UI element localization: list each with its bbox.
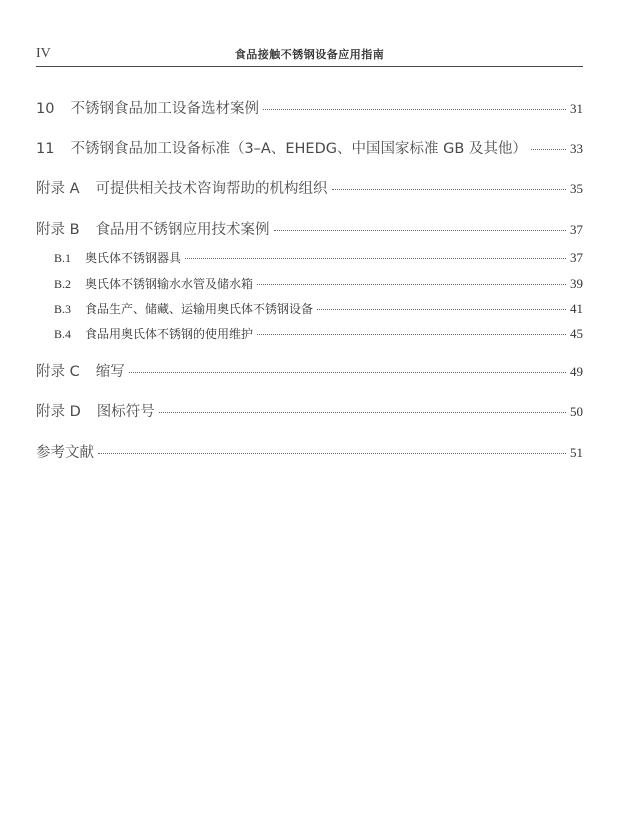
- dot-leader: [263, 109, 566, 110]
- toc-entry-page: 37: [570, 250, 583, 265]
- toc-entry-10[interactable]: [36, 97, 583, 117]
- page-header: [36, 40, 583, 67]
- toc-entry-label: [36, 400, 155, 421]
- toc-entry-appendix-b[interactable]: [36, 218, 583, 238]
- toc-entry-page: 50: [570, 404, 583, 419]
- toc-entry-number: 附录 A: [36, 181, 80, 197]
- toc-entry-label: [36, 360, 125, 381]
- toc-entry-title: 奥氏体不锈钢输水水管及储水箱: [85, 277, 254, 291]
- toc-entry-page: 45: [570, 326, 583, 341]
- toc-entry-page: 51: [570, 445, 583, 460]
- toc-entry-b3[interactable]: [36, 300, 583, 318]
- dot-leader: [257, 284, 566, 285]
- dot-leader: [257, 334, 566, 335]
- toc-entry-number: 附录 C: [36, 364, 80, 380]
- toc-entry-page: 35: [570, 181, 583, 196]
- dot-leader: [531, 149, 566, 150]
- dot-leader: [185, 258, 566, 259]
- toc-entry-label: [36, 249, 181, 266]
- toc-entry-label: [36, 218, 270, 239]
- toc-entry-appendix-a[interactable]: [36, 177, 583, 197]
- toc-entry-page: 41: [570, 301, 583, 316]
- toc-entry-title: 不锈钢食品加工设备选材案例: [70, 101, 259, 117]
- toc-entry-page: 33: [570, 141, 583, 156]
- dot-leader: [159, 412, 566, 413]
- toc-entry-number: 附录 B: [36, 222, 80, 238]
- toc-entry-number: B.2: [54, 277, 72, 291]
- toc-entry-title: 食品用不锈钢应用技术案例: [95, 222, 270, 238]
- toc-entry-label: [36, 275, 253, 292]
- toc-entry-number: B.3: [54, 302, 72, 316]
- running-title: 食品接触不锈钢设备应用指南: [234, 48, 385, 61]
- toc-entry-number: B.1: [54, 251, 72, 265]
- toc-entry-number: 10: [36, 101, 55, 117]
- dot-leader: [332, 189, 566, 190]
- toc-entry-label: [36, 325, 253, 342]
- toc-entry-b2[interactable]: [36, 275, 583, 293]
- toc-entry-label: [36, 300, 313, 317]
- toc-entry-title: 参考文献: [36, 445, 94, 461]
- toc-entry-page: 39: [570, 276, 583, 291]
- dot-leader: [98, 453, 566, 454]
- toc-entry-title: 不锈钢食品加工设备标准（3–A、EHEDG、中国国家标准 GB 及其他）: [70, 141, 527, 157]
- toc-entry-title: 奥氏体不锈钢器具: [85, 251, 182, 265]
- toc-entry-page: 49: [570, 364, 583, 379]
- toc-entry-11[interactable]: [36, 137, 583, 157]
- toc-entry-label: [36, 137, 527, 158]
- toc-entry-page: 31: [570, 101, 583, 116]
- toc-entry-title: 图标符号: [96, 404, 155, 420]
- toc-entry-title: 缩写: [95, 364, 125, 380]
- toc-entry-number: 11: [36, 141, 55, 157]
- toc-entry-b4[interactable]: [36, 325, 583, 343]
- toc-entry-title: 可提供相关技术咨询帮助的机构组织: [95, 181, 328, 197]
- dot-leader: [129, 372, 566, 373]
- toc-entry-references[interactable]: [36, 441, 583, 461]
- toc-entry-title: 食品生产、储藏、运输用奥氏体不锈钢设备: [85, 302, 314, 316]
- page-number: IV: [36, 46, 51, 61]
- toc-entry-label: [36, 177, 328, 198]
- toc-entry-title: 食品用奥氏体不锈钢的使用维护: [85, 327, 254, 341]
- toc-entry-appendix-d[interactable]: [36, 400, 583, 420]
- dot-leader: [274, 230, 566, 231]
- toc-entry-label: [36, 97, 259, 118]
- dot-leader: [317, 309, 566, 310]
- toc-entry-label: [36, 441, 94, 462]
- toc-entry-number: B.4: [54, 327, 72, 341]
- toc-entry-page: 37: [570, 222, 583, 237]
- toc-entry-appendix-c[interactable]: [36, 360, 583, 380]
- toc-entry-number: 附录 D: [36, 404, 81, 420]
- toc-entry-b1[interactable]: [36, 249, 583, 267]
